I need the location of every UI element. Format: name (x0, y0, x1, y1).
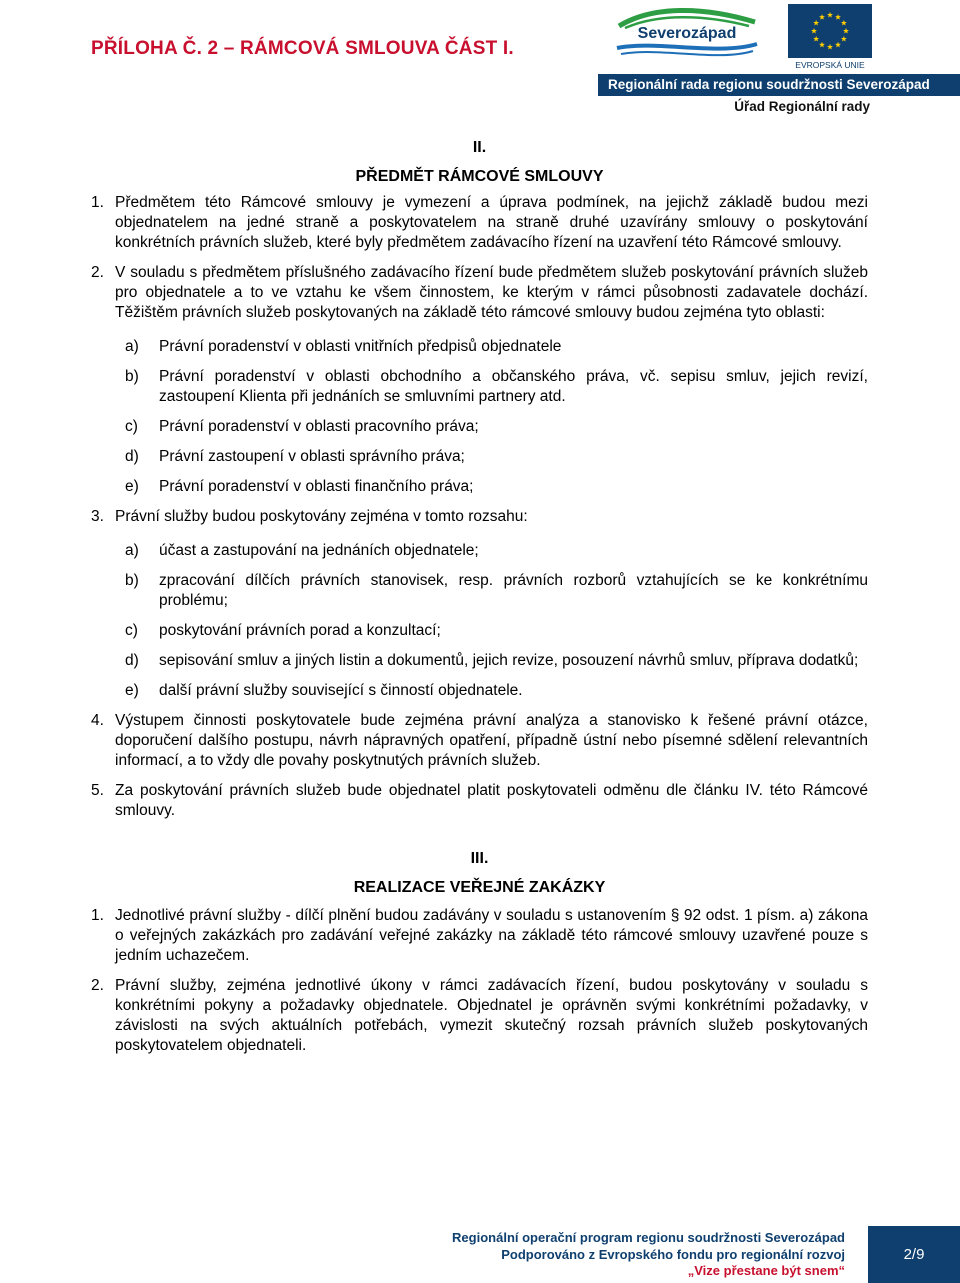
document-title: PŘÍLOHA Č. 2 – RÁMCOVÁ SMLOUVA ČÁST I. (91, 38, 514, 59)
list-text: účast a zastupování na jednáních objednatele; (159, 542, 479, 559)
list-item (125, 571, 868, 611)
list-text: poskytování právních porad a konzultací; (159, 622, 441, 639)
clause-3 (91, 507, 868, 701)
clause-text: Jednotlivé právní služby - dílčí plnění budou zadávány v souladu s ustanovením § 92 odst. 1 písm. a) zákona o veřejných zakázkách pro zadávání veřejné zakázky na základě této rámcové smlouvy uzavřené pouze s jedním uchazečem. (115, 907, 868, 964)
eu-flag-logo (788, 4, 872, 70)
list-letter: d) (125, 448, 139, 465)
list-item (125, 477, 868, 497)
list-letter: b) (125, 368, 139, 385)
clause-number: 1. (91, 194, 104, 211)
list-letter: e) (125, 478, 139, 495)
severozapad-logo (607, 4, 767, 62)
footer-slogan: „Vize přestane být snem“ (687, 1263, 845, 1278)
eu-text: EVROPSKÁ UNIE (795, 60, 865, 70)
clause-text: Právní služby, zejména jednotlivé úkony v rámci zadávacích řízení, budou poskytovány v souladu s konkrétními pokyny a požadavky objednatele. Objednatel je oprávněn svými konkrétními požadavky, v závislosti na svých aktuálních potřebách, vymezit skutečný rozsah právních služeb poskytovaných poskytovatelem objednateli. (115, 977, 868, 1054)
section-number: III. (470, 850, 489, 867)
list-letter: c) (125, 418, 138, 435)
clause-5 (91, 781, 868, 821)
list-item (125, 621, 868, 641)
clause-text: Právní služby budou poskytovány zejména v tomto rozsahu: (115, 508, 528, 525)
clause-text: V souladu s předmětem příslušného zadávacího řízení bude předmětem služeb poskytování právních služeb pro objednatele a to ve vztahu ke všem činnostem, ke kterým v rámci působnosti zadavatele dochází. Těžištěm právních služeb poskytovaných na základě této rámcové smlouvy budou zejména tyto oblasti: (115, 264, 868, 321)
list-item (125, 367, 868, 407)
footer (452, 1230, 845, 1280)
list-text: Právní poradenství v oblasti obchodního a občanského práva, vč. sepisu smluv, jejich revizí, zastoupení Klienta při jednáních se smluvními partnery atd. (159, 368, 868, 405)
office-label: Úřad Regionální rady (734, 99, 870, 114)
clause-number: 2. (91, 264, 104, 281)
list-letter: c) (125, 622, 138, 639)
document-body (91, 138, 868, 1066)
list-letter: b) (125, 572, 139, 589)
list-item (125, 337, 868, 357)
list-text: Právní poradenství v oblasti vnitřních předpisů objednatele (159, 338, 562, 355)
clause-number: 4. (91, 712, 104, 729)
list-text: Právní poradenství v oblasti pracovního práva; (159, 418, 479, 435)
footer-fund: Podporováno z Evropského fondu pro regionální rozvoj (501, 1246, 845, 1262)
section-title: PŘEDMĚT RÁMCOVÉ SMLOUVY (355, 168, 604, 185)
clause-4 (91, 711, 868, 771)
clause-number: 2. (91, 977, 104, 994)
logo-text: Severozápad (637, 25, 737, 42)
list-item (125, 417, 868, 437)
clause-number: 1. (91, 907, 104, 924)
clause-text: Za poskytování právních služeb bude objednatel platit poskytovateli odměnu dle článku IV. této Rámcové smlouvy. (115, 782, 868, 819)
list-letter: d) (125, 652, 139, 669)
list-text: Právní zastoupení v oblasti správního práva; (159, 448, 465, 465)
header-band: Regionální rada regionu soudržnosti Severozápad (598, 74, 960, 96)
list-text: sepisování smluv a jiných listin a dokumentů, jejich revize, posouzení návrhů smluv, příprava dodatků; (159, 652, 859, 669)
list-text: zpracování dílčích právních stanovisek, resp. právních rozborů vztahujících se ke konkrétnímu problému; (159, 572, 868, 609)
list-letter: a) (125, 542, 139, 559)
list-item (125, 651, 868, 671)
list-item (125, 447, 868, 467)
clause-1 (91, 906, 868, 966)
page-number: 2/9 (868, 1226, 960, 1283)
list-text: další právní služby související s činností objednatele. (159, 682, 523, 699)
clause-number: 3. (91, 508, 104, 525)
list-letter: a) (125, 338, 139, 355)
section-number: II. (472, 139, 487, 156)
list-item (125, 681, 868, 701)
clause-2 (91, 976, 868, 1056)
clause-1 (91, 193, 868, 253)
list-item (125, 541, 868, 561)
footer-program: Regionální operační program regionu soudržnosti Severozápad (452, 1230, 845, 1245)
clause-text: Výstupem činnosti poskytovatele bude zejména právní analýza a stanovisko k řešené právní otázce, doporučení dalšího postupu, návrh nápravných opatření, případně ústní nebo písemné sdělení relevantních informací, a to vždy dle povahy poskytnutých právních služeb. (115, 712, 868, 769)
list-text: Právní poradenství v oblasti finančního práva; (159, 478, 474, 495)
clause-number: 5. (91, 782, 104, 799)
section-title: REALIZACE VEŘEJNÉ ZAKÁZKY (353, 879, 606, 896)
clause-2 (91, 263, 868, 497)
list-letter: e) (125, 682, 139, 699)
clause-text: Předmětem této Rámcové smlouvy je vymezení a úprava podmínek, na jejichž základě budou mezi objednatelem na jedné straně a poskytovatelem na straně druhé uzavírány smlouvy o poskytování konkrétních právních služeb, které byly předmětem zadávacího řízení na uzavření této Rámcové smlouvy. (115, 194, 868, 251)
